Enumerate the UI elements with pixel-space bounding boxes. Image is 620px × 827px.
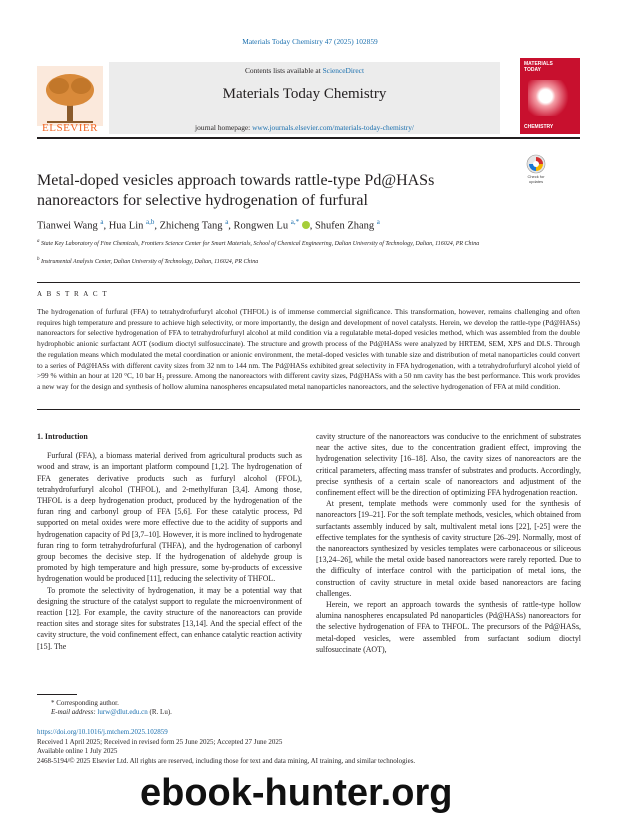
author-affiliation-marker[interactable]: a (225, 218, 229, 226)
journal-reference-link[interactable]: Materials Today Chemistry 47 (2025) 102859 (242, 37, 378, 46)
watermark-text: ebook-hunter.org (140, 772, 453, 814)
body-right-column (316, 431, 581, 655)
footnote-divider (37, 694, 77, 695)
journal-cover-thumbnail[interactable] (520, 58, 580, 134)
author-name[interactable]: Shufen Zhang (314, 220, 375, 232)
body-paragraph: Herein, we report an approach towards the synthesis of rattle-type hollow alumina nanospheres encapsulated Pd nanoparticles (Pd@HASs) nanoreactors for the selective hydrogenation of FFA to THFOL. The precursors of the Pd@HASs, metal-doped vesicles, were assembled from surfactant sodium dioctyl sulfosuccinate (AOT), (316, 600, 581, 654)
journal-homepage-link[interactable]: www.journals.elsevier.com/materials-today-chemistry/ (252, 123, 414, 132)
article-info (37, 728, 580, 766)
body-paragraph: At present, template methods were commonly used for the synthesis of nanoreactors [19–21]. For the soft template methods, vesicles, which obtained from surfactants assembly induced by salt, multivalent metal ions [22], [-25] were the effective templates for the synthesis of cavity structure [26–29]. Normally, most of the nanoreactors synthesized by vesicles templates were carbonaceous or siliceous [13,24–26], while the metal oxide based nanoreactors were rarely reported. Due to the difficulty of interface control with the participation of metal ions, the construction of cavity structure in metal oxide based nanoreactors are facing challenges. (316, 499, 581, 598)
copyright-line: 2468-5194/© 2025 Elsevier Ltd. All rights are reserved, including those for text and data mining, AI training, and similar technologies. (37, 756, 416, 765)
author-affiliation-marker[interactable]: a,b (146, 218, 155, 226)
section-heading-introduction: 1. Introduction (37, 432, 88, 441)
orcid-icon[interactable] (302, 221, 310, 229)
body-paragraph: Furfural (FFA), a biomass material derived from agricultural products such as wood and straw, is an important platform compound [1,2]. The hydrogenation of FFA generates derivative products such as furfuryl alcohol (FFOL), tetrahydrofurfuryl alcohol (THFOL), and 2-methylfuran [3,4]. Among those, THFOL is a deep hydrogenation product, produced by the hydrogenation of the furan ring and carbonyl group of FFA [5,6]. For these catalytic process, Pd supported on metal oxides were more effective due to the acidity of supports and hydrogenation capacity of Pd [3,7–10]. However, it is more inclined to hydrogenate furan ring to form tetrahydrofurfural (THFA), and the hydrogenation of carbonyl group becomes the decisive step. If the hydrogenation of aldehyde group is promoted by high temperature and high pressure, some by-products of excessive hydrogenation would be produced [11], reducing the selectivity of THFOL. (37, 451, 302, 584)
journal-title: Materials Today Chemistry (222, 86, 387, 102)
abstract-bottom-divider (37, 409, 580, 410)
cover-image (528, 80, 572, 116)
abstract-text: The hydrogenation of furfural (FFA) to tetrahydrofurfuryl alcohol (THFOL) is of immense commercial significance. This transformation, however, remains challenging and often requires high temperature and pressure to achieve high selectivity, or more importantly, the design and development of novel catalysts. Herein, we develop the rattle-type (Pd@HASs) nanoreactors for selective hydrogenation of FFA to tetrahydrofurfuryl alcohol at mild condition via a regulatable metal-doped vesicles method, which was assembled from the double hydrophobic anionic surfactant AOT (sodium dioctyl sulfosuccinate). The structure and growth process of the Pd@HASs were analyzed by HRTEM, SEM, XPS and DLS. Through the regulation means which modulated the metal coordination or anionic environment, the metal-doped vesicles with tunable size and distribution of metal nanoparticles could convert to a series of Pd@HASs with different cavity sizes from 32 nm to 144 nm. The Pd@HASs exhibited great selectivity in FFA hydrogenation, with a tetrahydrofurfuryl alcohol yield of >99 % within an hour at 120 °C, 10 bar H₂ pressure. Among the nanoreactors with different cavity sizes, Pd@HASs with a 50 nm cavity has the best performance. This work provides a new way for the design and synthesis of hollow alumina nanospheres encapsulated metal nanoparticles nanoreactors, and the selective hydrogenation of FFA at mild condition. (37, 307, 580, 391)
author-name[interactable]: Hua Lin (108, 220, 144, 232)
check-updates-icon (526, 154, 546, 174)
author-affiliation-marker[interactable]: a,* (290, 218, 300, 226)
sciencedirect-link[interactable]: ScienceDirect (322, 66, 365, 75)
elsevier-wordmark: ELSEVIER (42, 122, 98, 134)
author-affiliation-marker[interactable]: a (376, 218, 380, 226)
check-for-updates-badge[interactable] (520, 154, 552, 188)
homepage-line: journal homepage: www.journals.elsevier.com/materials-today-chemistry/ (195, 123, 414, 132)
email-link[interactable]: lurw@dlut.edu.cn (97, 708, 148, 716)
received-dates: Received 1 April 2025; Received in revised form 25 June 2025; Accepted 27 June 2025 (37, 737, 283, 746)
header-divider (37, 137, 580, 139)
abstract-divider (37, 282, 580, 283)
check-updates-label: Check for updates (527, 174, 545, 184)
body-paragraph: To promote the selectivity of hydrogenation, it may be a potential way that designing the structure of the catalyst support to regulate the microenvironment of reaction [12]. For example, the cavity structure of the nanoreactors can provide reaction sites and storage sites for substrates [13,14]. And the special effect of the cavity structure, the void confinement effect, can enhance catalytic reaction activity [15]. The (37, 585, 302, 651)
author-name[interactable]: Tianwei Wang (37, 220, 98, 232)
doi-link[interactable]: https://doi.org/10.1016/j.mtchem.2025.102859 (37, 728, 168, 736)
affiliation-b: $^b$ Instrumental Analysis Center, Dalian University of Technology, Dalian, 116024, PR China (37, 257, 259, 265)
corresponding-author-footnote: * Corresponding author. E-mail address: lurw@dlut.edu.cn (R. Lu). (51, 699, 172, 716)
author-name[interactable]: Zhicheng Tang (159, 220, 223, 232)
affiliation-a: $^a$ State Key Laboratory of Fine Chemicals, Frontiers Science Center for Smart Materials, School of Chemical Engineering, Dalian University of Technology, Dalian, 116024, PR China (37, 239, 480, 247)
author-affiliation-marker[interactable]: a (100, 218, 104, 226)
author-name[interactable]: Rongwen Lu (233, 220, 289, 232)
paper-title: Metal-doped vesicles approach towards rattle-type Pd@HASs nanoreactors for selective hydrogenation of furfural (37, 172, 435, 209)
contents-line: Contents lists available at ScienceDirect (244, 66, 365, 75)
cover-title: MATERIALS TODAY (524, 61, 553, 73)
abstract-heading: A B S T R A C T (37, 290, 109, 298)
available-online: Available online 1 July 2025 (37, 747, 118, 756)
body-paragraph: cavity structure of the nanoreactors was conducive to the enrichment of substrates near the active sites, due to the concentration gradient effect, improving the hydrogenation selectivity [16–18]. Also, the cavity sizes of nanoreactors are the critical parameters, affecting mass transfer of substrates and products. Accordingly, precise synthesis of a certain scale of nanoreactors and adjustment of the confinement effect will be the direction of optimizing FFA hydrogenation reaction. (316, 432, 581, 498)
body-left-column (37, 431, 302, 652)
author-list: Tianwei Wang $^a$, Hua Lin $^{a,b}$, Zhicheng Tang $^a$, Rongwen Lu $^{a,*}$ , Shufen Zhang $^a$ (37, 218, 380, 232)
cover-subject: CHEMISTRY (524, 124, 554, 130)
